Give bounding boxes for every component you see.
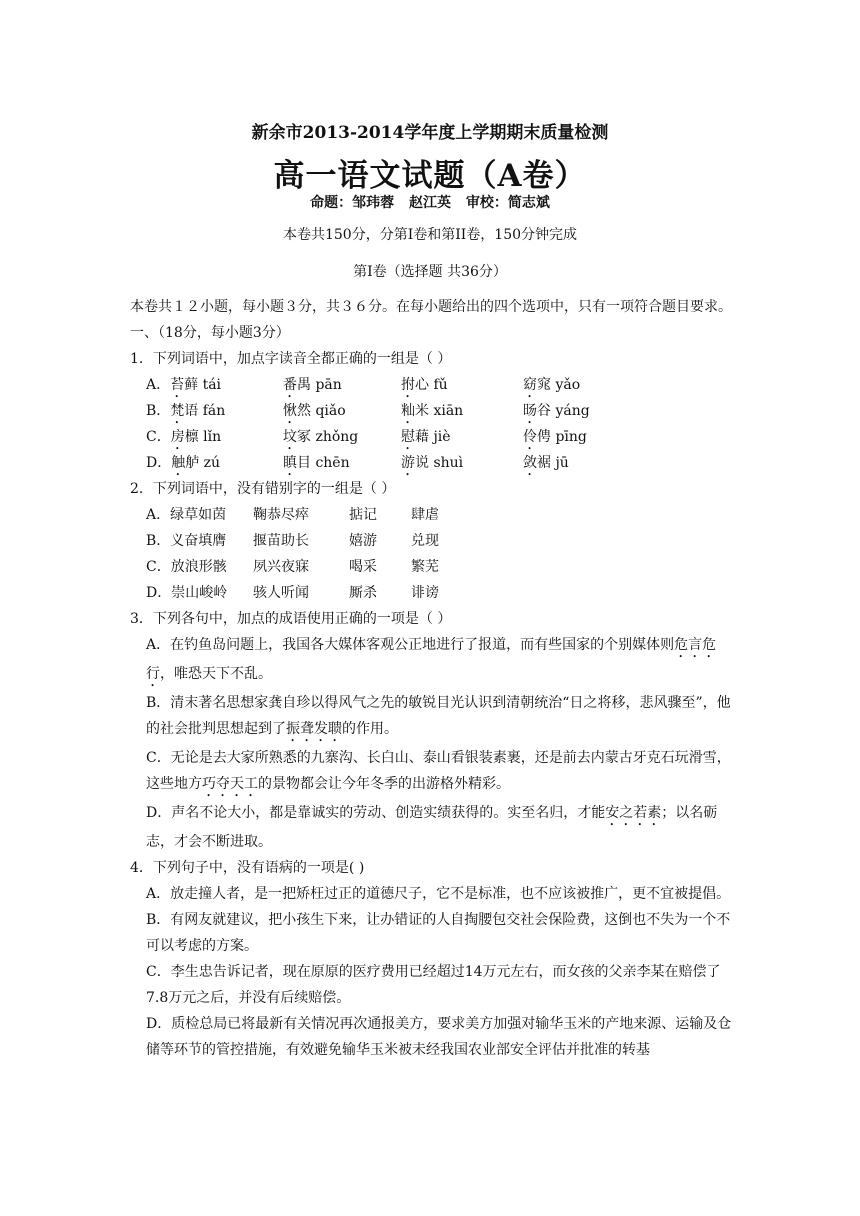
emphasized-char: 窈 xyxy=(523,377,537,393)
option-word xyxy=(523,450,569,476)
option-word: 鞠恭尽瘁 xyxy=(253,507,309,523)
option-word xyxy=(401,398,523,424)
option-rest: 然 qiǎo xyxy=(297,403,346,419)
option-letter: C． xyxy=(146,429,171,445)
question-4-stem: 4．下列句子中，没有语病的一项是( ) xyxy=(130,860,365,876)
option-text: A．在钓鱼岛问题上，我国各大媒体客观公正地进行了报道，而有些国家的个别媒体则 xyxy=(146,637,675,653)
option-word xyxy=(146,450,283,476)
option-text: ；以名砺志，才会不断进取。 xyxy=(146,805,718,850)
question-3-stem: 3．下列各句中，加点的成语使用正确的一项是（ ） xyxy=(130,611,452,627)
question-2-stem: 2．下列词语中，没有错别字的一组是（ ） xyxy=(130,481,396,497)
emphasized-char: 房 xyxy=(170,429,185,445)
option-row xyxy=(130,450,734,476)
option-text: C．无论是去大家所熟悉的九寨沟、长白山、泰山看银装素裹，还是前去内蒙古牙克石玩滑雪，这些地方 xyxy=(146,750,731,792)
option-row xyxy=(130,398,734,424)
option-word: 揠苗助长 xyxy=(253,533,309,549)
option-word xyxy=(146,424,283,450)
option-rest: 米 xiān xyxy=(415,403,464,419)
emphasized-char: 坟 xyxy=(283,429,297,445)
option-word xyxy=(523,398,590,424)
option-word: 诽谤 xyxy=(411,585,439,601)
option-word: B．义奋填膺 xyxy=(146,533,227,549)
option-paragraph: D．质检总局已将最新有关情况再次通报美方，要求美方加强对输华玉米的产地来源、运输及仓储等环节的管控措施，有效避免输华玉米被未经我国农业部安全评估并批准的转基 xyxy=(146,1016,732,1058)
option-word: 繁芜 xyxy=(411,559,439,575)
option-word xyxy=(146,372,283,398)
option-word: D．崇山峻岭 xyxy=(146,585,228,601)
option-word xyxy=(401,450,523,476)
emphasized-char: 触 xyxy=(171,455,186,471)
option-rest: 窕 yǎo xyxy=(537,377,581,393)
emphasized-char: 游 xyxy=(401,455,415,471)
option-paragraph: C．李生忠告诉记者，现在原原的医疗费用已经超过14万元左右，而女孩的父亲李某在赔偿了7.8万元之后，并没有后续赔偿。 xyxy=(146,964,721,1006)
emphasized-char: 梵 xyxy=(170,403,185,419)
option-word xyxy=(283,372,401,398)
emphasized-char: 敛 xyxy=(523,455,537,471)
option-word: 肆虐 xyxy=(411,507,439,523)
option-text: ，唯恐天下不乱。 xyxy=(160,666,272,682)
emphasized-idiom: 巧夺天工 xyxy=(202,776,258,792)
emphasized-char: 籼 xyxy=(401,403,415,419)
option-word: C．放浪形骸 xyxy=(146,559,227,575)
option-word xyxy=(523,424,587,450)
option-paragraph xyxy=(130,800,734,855)
option-word: 兑现 xyxy=(411,533,439,549)
emphasized-char: 瞋 xyxy=(283,455,297,471)
option-paragraph: B．有网友就建议，把小孩生下来，让办错证的人自掏腰包交社会保险费，这倒也不失为一个不可以考虑的方案。 xyxy=(146,912,731,954)
option-word: 骇人听闻 xyxy=(253,585,309,601)
option-rest: 藓 tái xyxy=(184,377,222,393)
question-1-stem: 1．下列词语中，加点字读音全都正确的一组是（ ） xyxy=(130,351,452,367)
option-row xyxy=(130,424,734,450)
option-text: D．声名不论大小，都是靠诚实的劳动、创造实绩获得的。实至名归，才能 xyxy=(146,805,606,821)
option-row xyxy=(130,528,734,554)
option-word: 嬉游 xyxy=(349,533,377,549)
exam-authors: 命题：邹玮蓉 赵江英 审校：简志斌 xyxy=(310,195,550,211)
option-text: 的景物都会让今年冬季的出游格外精彩。 xyxy=(258,776,510,792)
option-paragraph xyxy=(130,632,734,690)
option-row xyxy=(130,372,734,398)
option-word: A．绿草如茵 xyxy=(146,507,227,523)
option-word: 夙兴夜寐 xyxy=(253,559,309,575)
option-letter: D． xyxy=(146,455,172,471)
option-paragraph xyxy=(130,690,734,745)
option-letter: A． xyxy=(146,377,171,393)
question-1-options xyxy=(130,372,734,476)
question-2-options xyxy=(130,502,734,606)
emphasized-idiom: 危言危行 xyxy=(146,637,717,682)
emphasized-char: 愀 xyxy=(283,403,297,419)
part-one-heading: 一、（18分，每小题3分） xyxy=(130,325,290,341)
option-word xyxy=(401,372,523,398)
option-text: 的作用。 xyxy=(342,721,398,737)
option-rest: 说 shuì xyxy=(415,455,464,471)
exam-title-subject: 高一语文试题（A卷） xyxy=(273,158,587,194)
option-word xyxy=(146,398,283,424)
option-rest: 冢 zhǒng xyxy=(297,429,359,445)
question-3-options xyxy=(130,632,734,855)
option-paragraph xyxy=(130,745,734,800)
emphasized-char: 苔 xyxy=(170,377,185,393)
option-rest: 舻 zú xyxy=(185,455,221,471)
section-heading: 第Ⅰ卷（选择题 共36分） xyxy=(353,264,507,280)
option-word xyxy=(283,398,401,424)
option-rest: 语 fán xyxy=(184,403,226,419)
option-word xyxy=(283,424,401,450)
option-row xyxy=(130,502,734,528)
emphasized-char: 伶 xyxy=(523,429,537,445)
option-paragraph: A．放走撞人者，是一把矫枉过正的道德尺子，它不是标准，也不应该被推广，更不宜被提倡。 xyxy=(146,886,731,902)
option-text: B．清末著名思想家龚自珍以得风气之先的敏锐目光认识到清朝统治“日之将移，悲风骤至”，他的社会批判思想起到了 xyxy=(146,695,731,737)
option-rest: 檩 lǐn xyxy=(184,429,222,445)
option-word xyxy=(523,372,580,398)
option-word xyxy=(401,424,523,450)
option-letter: B． xyxy=(146,403,171,419)
option-rest: 藉 jiè xyxy=(415,429,451,445)
option-rest: 俜 pīng xyxy=(537,429,587,445)
option-word: 喝采 xyxy=(349,559,377,575)
option-row xyxy=(130,554,734,580)
option-word xyxy=(283,450,401,476)
option-rest: 禺 pān xyxy=(297,377,342,393)
question-4-options xyxy=(130,881,734,1063)
option-rest: 心 fǔ xyxy=(415,377,448,393)
exam-body xyxy=(130,294,734,1063)
exam-title-school: 新余市2013-2014学年度上学期期末质量检测 xyxy=(251,123,609,143)
option-row xyxy=(130,580,734,606)
option-rest: 谷 yáng xyxy=(537,403,590,419)
emphasized-char: 拊 xyxy=(401,377,415,393)
emphasized-char: 慰 xyxy=(401,429,415,445)
intro-paragraph: 本卷共１２小题，每小题３分，共３６分。在每小题给出的四个选项中，只有一项符合题目要求。 xyxy=(130,299,732,315)
option-rest: 裾 jū xyxy=(537,455,569,471)
emphasized-idiom: 振聋发聩 xyxy=(286,721,342,737)
emphasized-char: 番 xyxy=(283,377,297,393)
option-word: 掂记 xyxy=(349,507,377,523)
exam-info: 本卷共150分，分第Ⅰ卷和第II卷，150分钟完成 xyxy=(282,227,578,243)
option-word: 厮杀 xyxy=(349,585,377,601)
emphasized-idiom: 安之若素 xyxy=(605,805,662,821)
emphasized-char: 旸 xyxy=(523,403,537,419)
option-rest: 目 chēn xyxy=(297,455,350,471)
